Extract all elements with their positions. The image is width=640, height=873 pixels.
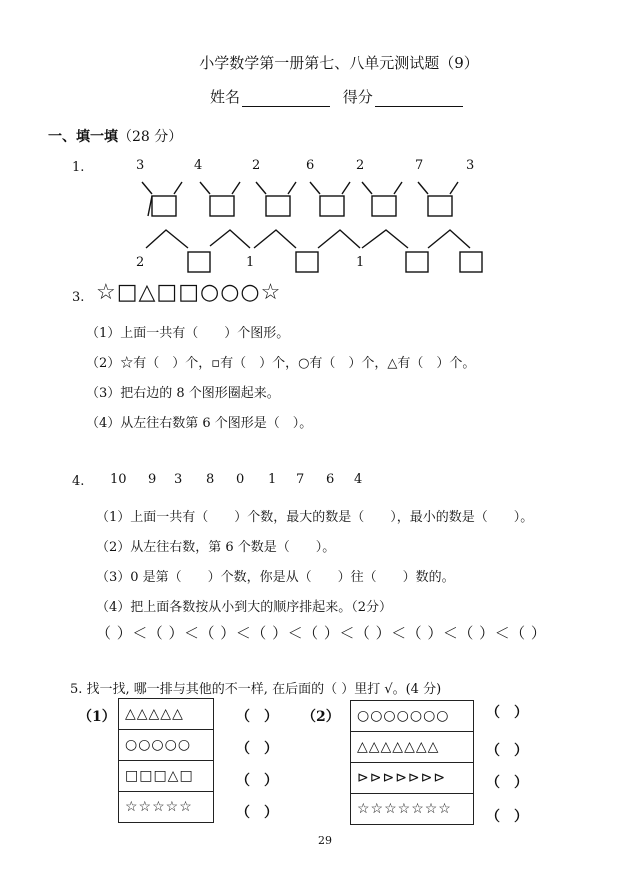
q3-number: 3. (72, 290, 85, 305)
q1-top-number: 6 (306, 158, 315, 173)
q5-group1-row: △△△△△ (119, 699, 214, 730)
section-heading (48, 126, 182, 146)
q4-value: 1 (268, 472, 277, 487)
q1-number: 1. (72, 160, 85, 175)
q4-item: （4）把上面各数按从小到大的顺序排起来。（2分） (96, 600, 393, 615)
q5-group2-answer[interactable]: （ ） (486, 743, 528, 759)
q5-group2-answer[interactable]: （ ） (486, 809, 528, 825)
q5-group2-row: ☆☆☆☆☆☆☆ (351, 794, 474, 825)
q4-value: 7 (296, 472, 305, 487)
q1-bottom-number: 1 (246, 255, 255, 270)
q5-group1-answer[interactable]: （ ） (236, 773, 278, 789)
name-score-line (210, 86, 471, 107)
q4-value: 3 (174, 472, 183, 487)
page-title: 小学数学第一册第七、八单元测试题（9） (199, 54, 479, 72)
q5-group2-answer[interactable]: （ ） (486, 705, 528, 721)
q4-number: 4. (72, 474, 85, 489)
q5-prompt: 5. 找一找, 哪一排与其他的不一样, 在后面的（ ）里打 √。(4 分) (70, 682, 442, 697)
q1-top-number: 3 (136, 158, 145, 173)
q4-value: 6 (326, 472, 335, 487)
q5-group2-label: （2） (302, 709, 340, 725)
q1-bottom-number: 2 (136, 255, 145, 270)
q1-top-number: 2 (356, 158, 365, 173)
score-label: 得分 (342, 88, 373, 106)
q3-shape-row: ☆□△□□○○○☆ (96, 280, 282, 305)
q5-group1-answer[interactable]: （ ） (236, 709, 278, 725)
section-points: （28 分） (118, 129, 183, 145)
q1-top-number: 2 (252, 158, 261, 173)
number-decomposition-diagram (130, 176, 500, 276)
q5-group2-row: ⊳⊳⊳⊳⊳⊳⊳ (351, 763, 474, 794)
q5-group1-answer[interactable]: （ ） (236, 741, 278, 757)
q5-group1-row: □□□△□ (119, 761, 214, 792)
q1-top-number: 3 (466, 158, 475, 173)
q3-item: （1）上面一共有（ ）个图形。 (86, 326, 290, 341)
q4-item: （3）0 是第（ ）个数，你是从（ ）往（ ）数的。 (96, 570, 455, 585)
q4-value: 9 (148, 472, 157, 487)
q3-item: （2）☆有（ ）个，▫有（ ）个，○有（ ）个，△有（ ）个。 (86, 356, 476, 371)
top-house (142, 182, 182, 216)
q5-group1-row: ○○○○○ (119, 730, 214, 761)
name-label: 姓名 (210, 88, 241, 106)
q1-top-number: 7 (415, 158, 424, 173)
name-blank[interactable] (242, 92, 330, 107)
q4-value: 0 (236, 472, 245, 487)
q3-item: （4）从左往右数第 6 个图形是（ ）。 (86, 416, 313, 431)
q5-group1-answer[interactable]: （ ） (236, 805, 278, 821)
q4-value: 8 (206, 472, 215, 487)
q4-value: 10 (110, 472, 127, 487)
q4-value: 4 (354, 472, 363, 487)
section-title: 一、填一填 (48, 129, 118, 145)
q5-group1-table (118, 698, 214, 823)
q5-group1-row: ☆☆☆☆☆ (119, 792, 214, 823)
q5-group1-label: （1） (78, 709, 116, 725)
q4-item: （2）从左往右数，第 6 个数是（ ）。 (96, 540, 336, 555)
score-blank[interactable] (375, 92, 463, 107)
q5-group2-table (350, 700, 474, 825)
q4-item: （1）上面一共有（ ）个数，最大的数是（ ），最小的数是（ ）。 (96, 510, 534, 525)
q4-sort-sequence[interactable]: （ ）＜（ ）＜（ ）＜（ ）＜（ ）＜（ ）＜（ ）＜（ ）＜（ ） (96, 624, 547, 642)
q5-group2-row: ○○○○○○○ (351, 701, 474, 732)
page-number: 29 (318, 834, 332, 847)
q3-item: （3）把右边的 8 个图形圈起来。 (86, 386, 280, 401)
q5-group2-row: △△△△△△△ (351, 732, 474, 763)
q5-group2-answer[interactable]: （ ） (486, 775, 528, 791)
q1-top-number: 4 (194, 158, 203, 173)
q1-bottom-number: 1 (356, 255, 365, 270)
